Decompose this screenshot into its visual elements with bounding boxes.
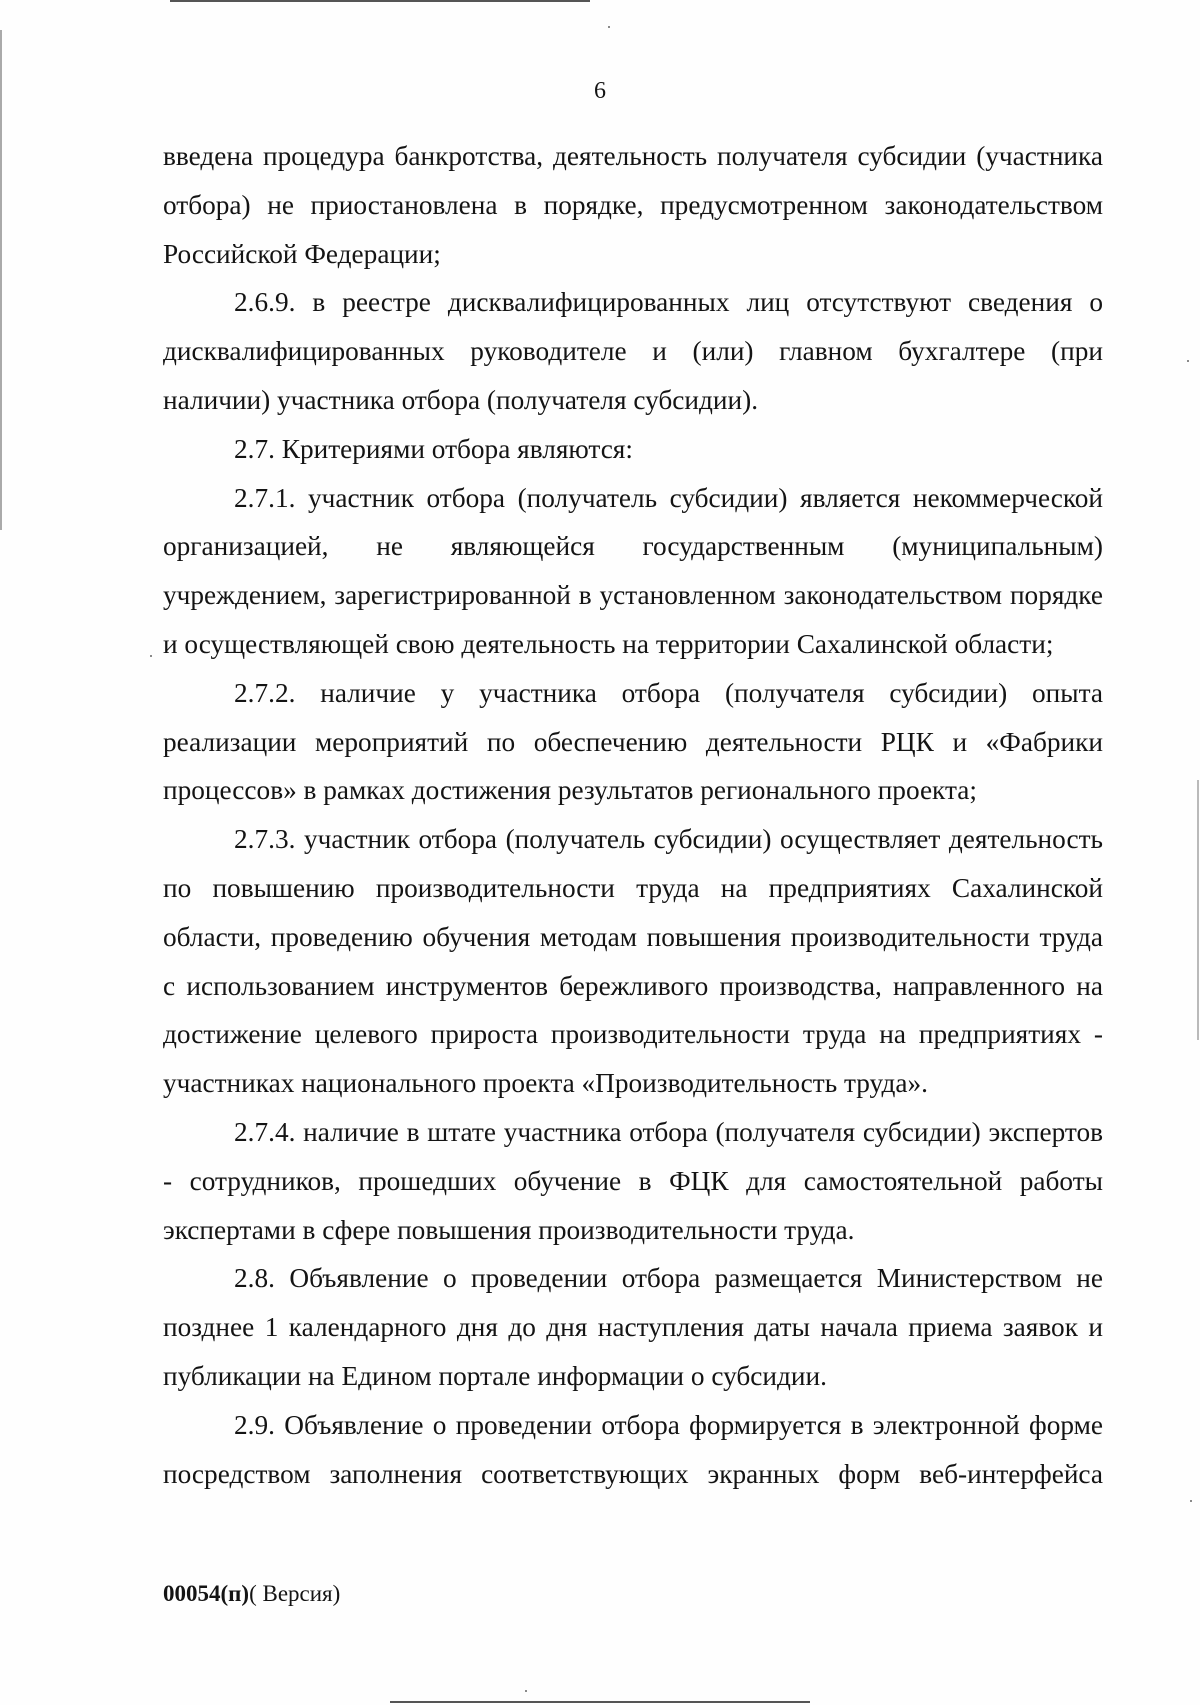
scan-edge-left xyxy=(0,30,2,530)
scan-speck xyxy=(525,1690,527,1692)
scan-edge-right xyxy=(1197,780,1199,1040)
scan-speck xyxy=(1187,360,1189,362)
scan-edge-bottom xyxy=(390,1701,810,1703)
document-body xyxy=(163,132,1103,1498)
paragraph-2-7: 2.7. Критериями отбора являются: xyxy=(234,433,633,464)
paragraph-2-9: 2.9. Объявление о проведении отбора формируется в электронной форме посредством заполнения соответствующих экранных форм веб-интерфейса xyxy=(163,1409,1103,1489)
paragraph-2-7-4: 2.7.4. наличие в штате участника отбора (получателя субсидии) экспертов - сотрудников, прошедших обучение в ФЦК для самостоятельной работы экспертами в сфере повышения производительности труда. xyxy=(163,1116,1103,1245)
document-version: ( Версия) xyxy=(249,1581,341,1606)
paragraph-2-6-9: 2.6.9. в реестре дисквалифицированных лиц отсутствуют сведения о дисквалифицированных руководителе и (или) главном бухгалтере (при наличии) участника отбора (получателя субсидии). xyxy=(163,287,1103,415)
document-footer xyxy=(163,1581,340,1607)
scan-speck xyxy=(608,26,610,28)
paragraph-2-7-1: 2.7.1. участник отбора (получатель субсидии) является некоммерческой организацией, не являющейся государственным (муниципальным) учреждением, зарегистрированной в установленном законодательством порядке и осуществляющей свою деятельность на территории Сахалинской области; xyxy=(163,482,1103,659)
page-number: 6 xyxy=(594,78,606,104)
scan-speck xyxy=(150,655,152,657)
paragraph-bankruptcy: введена процедура банкротства, деятельность получателя субсидии (участника отбора) не приостановлена в порядке, предусмотренном законодательством Российской Федерации; xyxy=(163,141,1103,269)
scan-speck xyxy=(1190,1500,1192,1502)
paragraph-2-8: 2.8. Объявление о проведении отбора размещается Министерством не позднее 1 календарного дня до дня наступления даты начала приема заявок и публикации на Едином портале информации о субсидии. xyxy=(163,1263,1103,1391)
paragraph-2-7-3: 2.7.3. участник отбора (получатель субсидии) осуществляет деятельность по повышению производительности труда на предприятиях Сахалинской области, проведению обучения методам повышения производительности труда с использованием инструментов бережливого производства, направленного на достижение целевого прироста производительности труда на предприятиях - участниках национального проекта «Производительность труда». xyxy=(163,824,1103,1099)
scan-edge-top xyxy=(170,0,590,2)
document-code: 00054(п) xyxy=(163,1581,250,1606)
paragraph-2-7-2: 2.7.2. наличие у участника отбора (получателя субсидии) опыта реализации мероприятий по обеспечению деятельности РЦК и «Фабрики процессов» в рамках достижения результатов регионального проекта; xyxy=(163,677,1103,806)
